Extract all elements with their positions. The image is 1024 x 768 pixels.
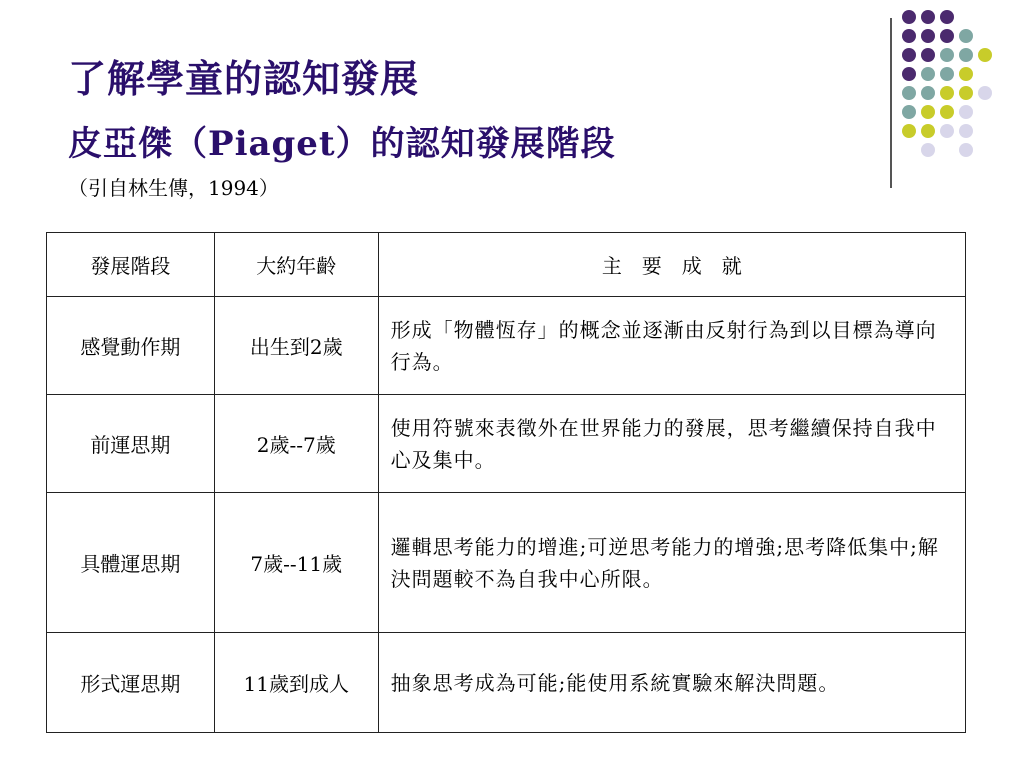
table-row	[47, 493, 966, 633]
table-row	[47, 395, 966, 493]
decorative-dot	[978, 48, 992, 62]
cell-achievement: 使用符號來表徵外在世界能力的發展，思考繼續保持自我中心及集中。	[378, 395, 965, 493]
cell-achievement: 形成「物體恆存」的概念並逐漸由反射行為到以目標為導向行為。	[378, 297, 965, 395]
decorative-dot	[921, 29, 935, 43]
decorative-dot	[902, 105, 916, 119]
table-row	[47, 633, 966, 733]
page-title: 了解學童的認知發展	[68, 56, 420, 101]
decorative-dot	[959, 86, 973, 100]
decorative-dot	[902, 86, 916, 100]
cell-age: 2歲--7歲	[214, 395, 378, 493]
decorative-dot	[940, 67, 954, 81]
decorative-dot	[921, 105, 935, 119]
decorative-dot	[978, 86, 992, 100]
decorative-dot	[940, 86, 954, 100]
decorative-dot	[921, 143, 935, 157]
decorative-dot	[902, 67, 916, 81]
cell-achievement: 邏輯思考能力的增進;可逆思考能力的增強;思考降低集中;解決問題較不為自我中心所限。	[378, 493, 965, 633]
decorative-dot	[959, 48, 973, 62]
decorative-dot	[940, 124, 954, 138]
stages-table	[46, 232, 966, 733]
cell-achievement: 抽象思考成為可能;能使用系統實驗來解決問題。	[378, 633, 965, 733]
header-age: 大約年齡	[214, 233, 378, 297]
decorative-dot	[902, 29, 916, 43]
decorative-dot	[959, 124, 973, 138]
decorative-dot	[940, 105, 954, 119]
cell-age: 7歲--11歲	[214, 493, 378, 633]
cell-age: 出生到2歲	[214, 297, 378, 395]
cell-stage: 前運思期	[47, 395, 215, 493]
cell-stage: 感覺動作期	[47, 297, 215, 395]
decorative-dot	[959, 67, 973, 81]
decorative-dot	[959, 143, 973, 157]
cell-stage: 具體運思期	[47, 493, 215, 633]
decorative-dot	[921, 124, 935, 138]
table-header-row	[47, 233, 966, 297]
header-stage: 發展階段	[47, 233, 215, 297]
decorative-dot	[921, 86, 935, 100]
decorative-dot	[959, 29, 973, 43]
decorative-divider	[890, 18, 892, 188]
decorative-dot	[921, 48, 935, 62]
decorative-dot	[902, 48, 916, 62]
decorative-dot	[921, 67, 935, 81]
decorative-dot	[902, 124, 916, 138]
decorative-dot	[940, 10, 954, 24]
header-achievement: 主 要 成 就	[378, 233, 965, 297]
table-row	[47, 297, 966, 395]
decorative-dot	[940, 29, 954, 43]
decorative-dot	[921, 10, 935, 24]
page-subtitle: 皮亞傑（Piaget）的認知發展階段	[68, 124, 616, 164]
source-citation: （引自林生傳，1994）	[68, 176, 279, 200]
cell-age: 11歲到成人	[214, 633, 378, 733]
decorative-dot	[959, 105, 973, 119]
decorative-dot	[940, 48, 954, 62]
cell-stage: 形式運思期	[47, 633, 215, 733]
decorative-dot	[902, 10, 916, 24]
decorative-dot-grid	[902, 10, 1022, 170]
